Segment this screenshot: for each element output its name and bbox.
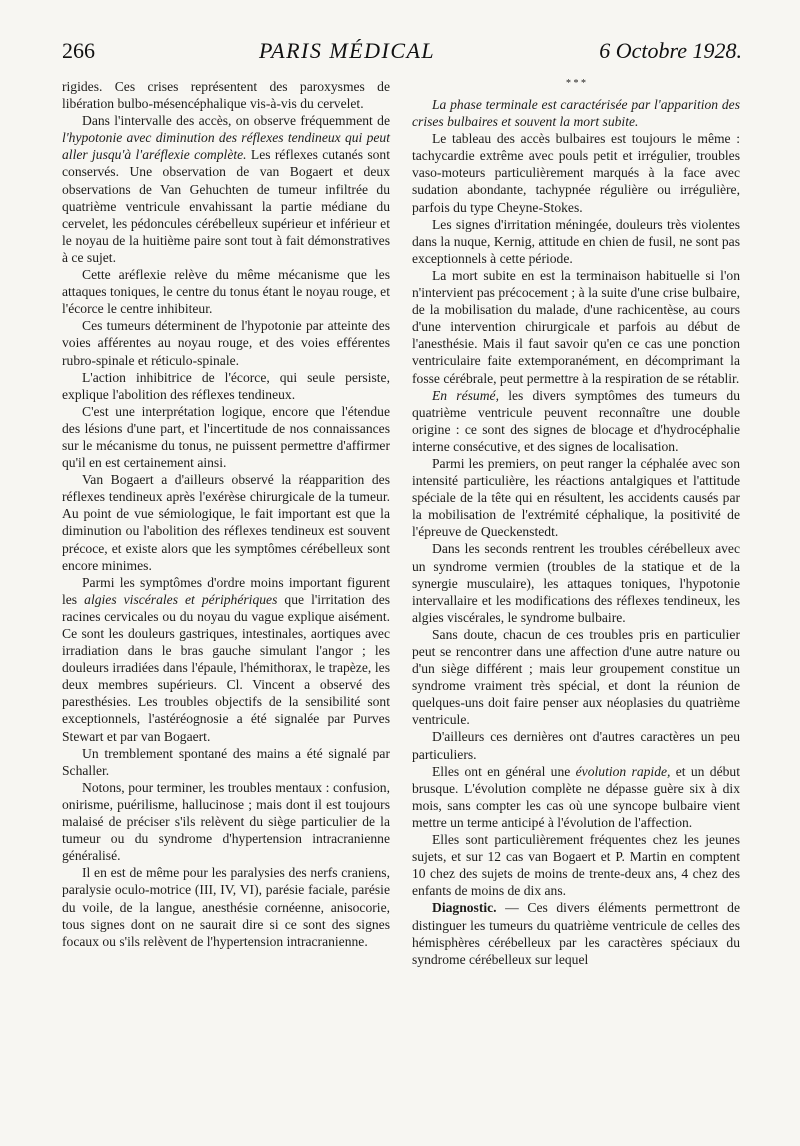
italic-text: l'hypotonie avec diminution des réflexes tendineux qui peut aller jusqu'à l'aréflexie complète. — [62, 130, 390, 163]
italic-text: évolution rapide, — [575, 763, 671, 779]
paragraph: L'action inhibitrice de l'écorce, qui seule persiste, explique l'abolition des réflexes tendineux. — [62, 369, 390, 402]
paragraph — [62, 112, 390, 266]
paragraph — [412, 387, 740, 455]
section-separator: * * * — [566, 78, 586, 89]
paragraph: Le tableau des accès bulbaires est toujours le même : tachycardie extrême avec pouls petit et irrégulier, troubles vaso-moteurs particulièrement marqués à la face avec sudation abondante, tachypnée régulière ou irrégulière, parfois du type Cheyne-Stokes. — [412, 131, 740, 215]
paragraph: Notons, pour terminer, les troubles mentaux : confusion, onirisme, puérilisme, hallucinose ; mais dont il est toujours malaisé de préciser s'ils relèvent du siège particulier de la tumeur ou du syndrome d'hypertension intracranienne généralisé. — [62, 779, 390, 864]
paragraph — [412, 763, 740, 831]
paragraph — [412, 899, 740, 967]
text-run: — Ces divers éléments permettront de distinguer les tumeurs du quatrième ventricule de celles des hémisphères cérébelleux par les caractères spéciaux du syndrome cérébelleux sur lequel — [412, 900, 740, 967]
paragraph — [62, 574, 390, 745]
paragraph: Il en est de même pour les paralysies des nerfs craniens, paralysie oculo-motrice (III, IV, VI), parésie faciale, parésie du voile, de la langue, anesthésie cornéenne, anisocorie, tous signes dont on ne saurait dire si ce sont des signes focaux ou s'ils relèvent de l'hypertension intracranienne. — [62, 865, 390, 949]
paragraph: La phase terminale est caractérisée par l'apparition des crises bulbaires et souvent la mort subite. — [412, 97, 740, 130]
paragraph: Elles sont particulièrement fréquentes chez les jeunes sujets, et sur 12 cas van Bogaert et P. Martin en comptent 10 chez des sujets de moins de trente-deux ans, 4 chez des enfants de moins de dix ans. — [412, 832, 740, 899]
paragraph: C'est une interprétation logique, encore que l'étendue des lésions d'une part, et l'incertitude de nos connaissances sur le mécanisme du tonus, ne puissent permettre d'affirmer qu'il en est certainement ainsi. — [62, 403, 390, 471]
paragraph: Cette aréflexie relève du même mécanisme que les attaques toniques, le centre du tonus étant le noyau rouge, et l'écorce le centre inhibiteur. — [62, 267, 390, 317]
paragraph: Ces tumeurs déterminent de l'hypotonie par atteinte des voies afférentes au noyau rouge, et des voies efférentes rubro-spinale et réticulo-spinale. — [62, 318, 390, 368]
page-number: 266 — [62, 38, 95, 63]
paragraph: Van Bogaert a d'ailleurs observé la réapparition des réflexes tendineux après l'exérèse chirurgicale de la tumeur. Au point de vue sémiologique, le fait important est que la diminution ou l'abolition des réflexes tendineux est souvent précoce, et existe alors que les symptômes cérébelleux sont encore minimes. — [62, 472, 390, 573]
paragraph: Parmi les premiers, on peut ranger la céphalée avec son intensité particulière, les réactions antalgiques et l'attitude spéciale de la tête qui en résultent, les accidents causés par la mobilisation de l'extrémité céphalique, la positivité de l'épreuve de Queckenstedt. — [412, 455, 740, 540]
italic-text: En résumé, — [432, 387, 499, 403]
text-run: que l'irritation des racines cervicales ou du noyau du vague explique aisément. Ce sont les douleurs gastriques, intestinales, aortiques avec irradiation dans le bras gauche simulant l'angor ; les douleurs irradiées dans l'épaule, l'hémithorax, le trapèze, les deux membres supérieurs. Cl. Vincent a observé des paresthésies. Les troubles objectifs de la sensibilité sont exceptionnels, l'astéréognosie a été signalée par Purves Stewart et par van Bogaert. — [62, 591, 391, 744]
text-run: Parmi les symptômes d'ordre moins important figurent les — [62, 574, 390, 607]
section-heading: Diagnostic. — [432, 900, 497, 916]
text-run: Les réflexes cutanés sont conservés. Une observation de van Bogaert et deux observations de Van Gehuchten de tumeur infiltrée du quatrième ventricule envahissant la partie médiane du cervelet, les pédoncules cérébelleux supérieur et inférieur et le noyau de la huitième paire sont tout à fait démonstratives à ce sujet. — [62, 147, 390, 265]
italic-text: algies viscérales et périphériques — [84, 591, 278, 607]
running-header — [62, 38, 742, 70]
right-column — [412, 78, 740, 968]
text-run: et un début brusque. L'évolution complète ne dépasse guère six à dix mois, sans compter les cas où une syncope bulbaire vient mettre un terme anticipé à l'évolution de l'affection. — [412, 763, 740, 830]
text-run: les divers symptômes des tumeurs du quatrième ventricule peuvent reconnaître une double origine : ce sont des signes de blocage et d'hydrocéphalie interne consécutive, et des signes de localisation. — [412, 387, 740, 454]
paragraph: La mort subite en est la terminaison habituelle si l'on n'intervient pas précocement ; à la suite d'une crise bulbaire, de la mobilisation du malade, d'une rachicentèse, au cours d'une intervention chirurgicale et parfois au début de l'anesthésie. Mais il faut savoir qu'en ce cas une ponction ventriculaire faite extemporanément, en décomprimant la fosse cérébrale, peut permettre à la respiration de se rétablir. — [412, 267, 740, 386]
paragraph: rigides. Ces crises représentent des paroxysmes de libération bulbo-mésencéphalique vis-à-vis du cervelet. — [62, 79, 390, 112]
paragraph: Les signes d'irritation méningée, douleurs très violentes dans la nuque, Kernig, attitude en chien de fusil, ne sont pas exceptionnels à cette période. — [412, 216, 740, 266]
text-run: Dans l'intervalle des accès, on observe fréquemment de — [82, 113, 390, 129]
text-run: Elles ont en général une — [432, 763, 576, 779]
issue-date: 6 Octobre 1928. — [599, 38, 742, 63]
paragraph: Un tremblement spontané des mains a été signalé par Schaller. — [62, 745, 390, 778]
left-column — [62, 78, 390, 950]
paragraph: D'ailleurs ces dernières ont d'autres caractères un peu particuliers. — [412, 729, 740, 762]
paragraph: Dans les seconds rentrent les troubles cérébelleux avec un syndrome vermien (troubles de la statique et de la synergie musculaire), les attaques toniques, l'hypotonie intervallaire et les modifications des réflexes tendineux, les algies viscérales, le syndrome bulbaire. — [412, 541, 740, 625]
paragraph: Sans doute, chacun de ces troubles pris en particulier peut se rencontrer dans une affection d'une autre nature ou d'un siège différent ; mais leur groupement constitue un syndrome vraiment très spécial, et dont la réunion de quelques-uns doit faire penser aux néoplasies du quatrième ventricule. — [412, 626, 740, 728]
journal-title: PARIS MÉDICAL — [259, 38, 436, 63]
